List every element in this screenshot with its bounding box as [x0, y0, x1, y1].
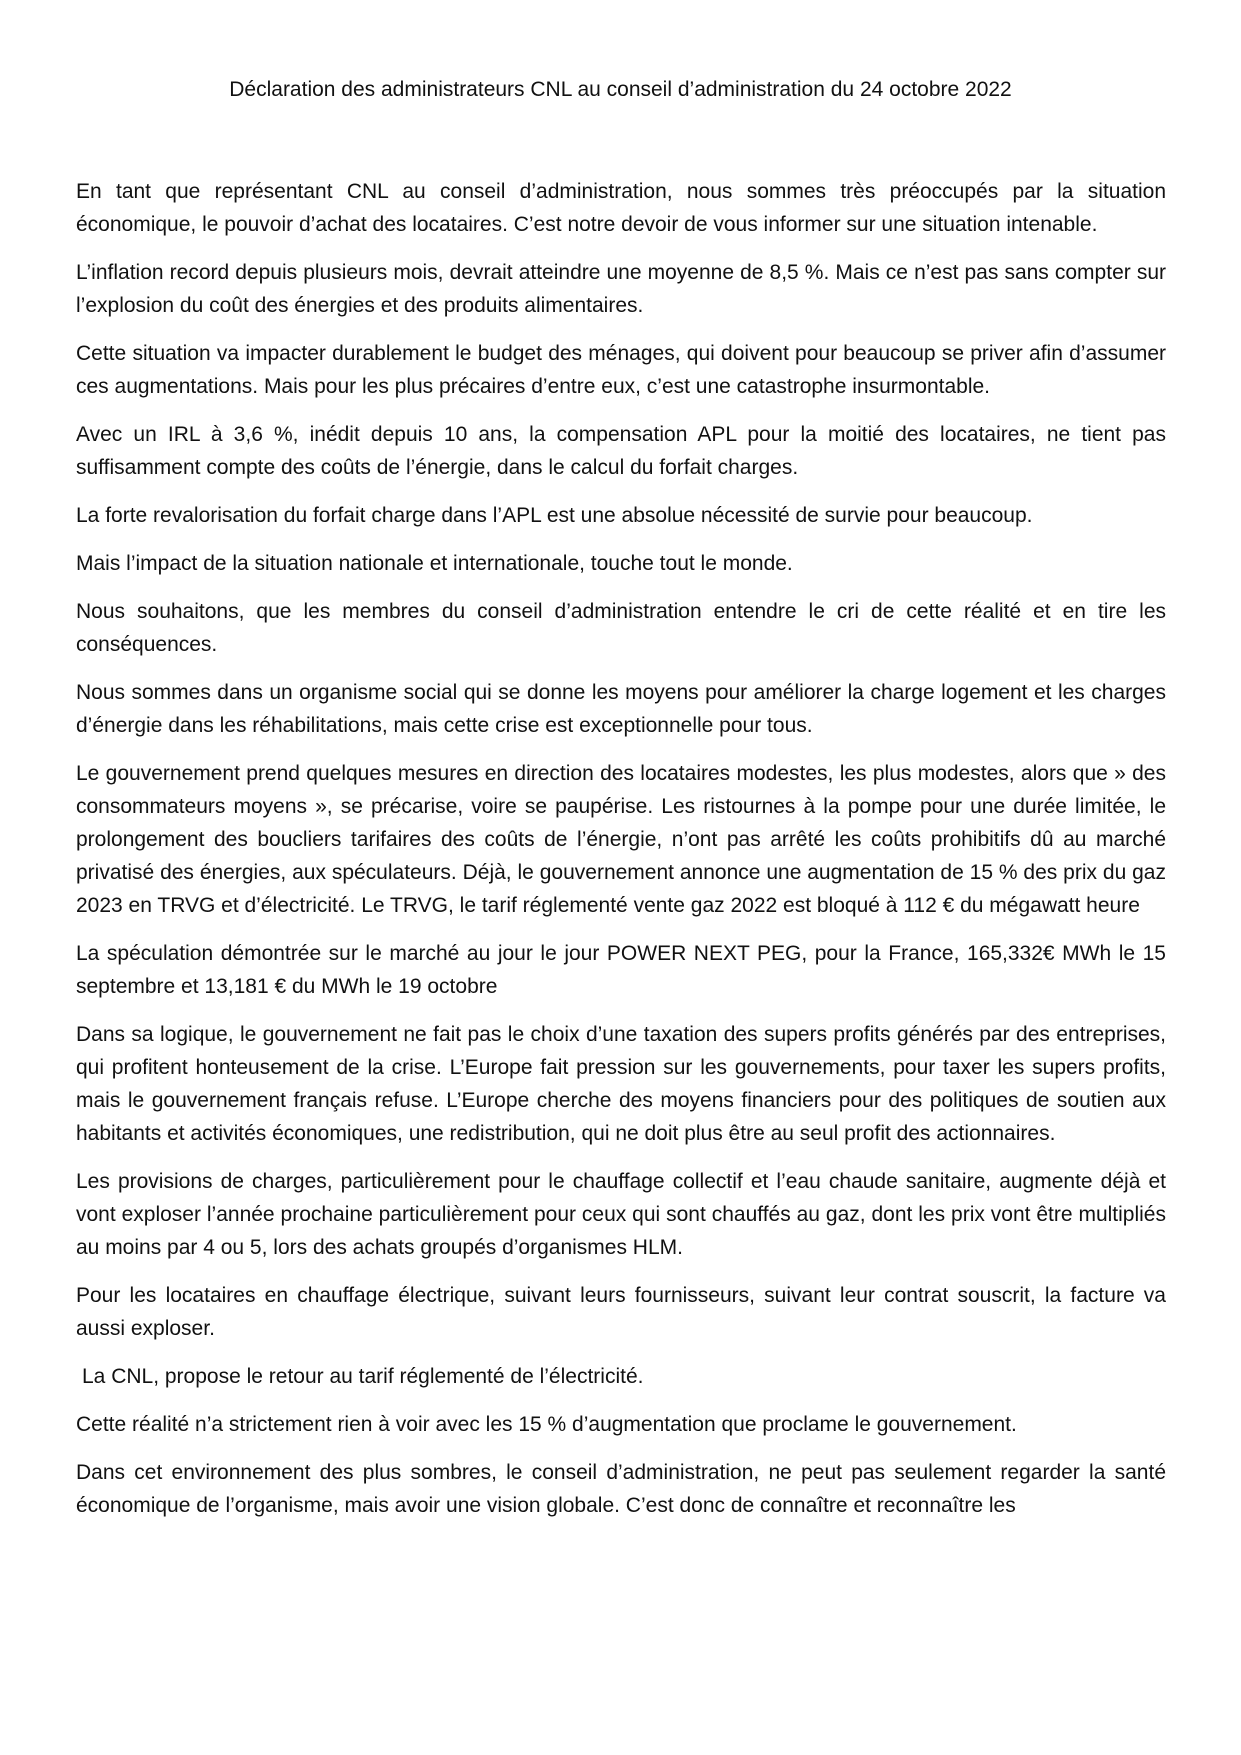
paragraph-7: Nous souhaitons, que les membres du conseil d’administration entendre le cri de cette réalité et en tire les conséquences.: [76, 600, 1166, 656]
paragraph-10: La spéculation démontrée sur le marché au jour le jour POWER NEXT PEG, pour la France, 165,332€ MWh le 15 septembre et 13,181 € du MWh le 19 octobre: [76, 942, 1166, 998]
paragraph-8: Nous sommes dans un organisme social qui se donne les moyens pour améliorer la charge logement et les charges d’énergie dans les réhabilitations, mais cette crise est exceptionnelle pour tous.: [76, 681, 1166, 737]
paragraph-14: La CNL, propose le retour au tarif réglementé de l’électricité.: [82, 1365, 644, 1388]
paragraph-16: Dans cet environnement des plus sombres, le conseil d’administration, ne peut pas seulement regarder la santé économique de l’organisme, mais avoir une vision globale. C’est donc de connaître et reconnaître les: [76, 1461, 1166, 1517]
paragraph-4: Avec un IRL à 3,6 %, inédit depuis 10 ans, la compensation APL pour la moitié des locataires, ne tient pas suffisamment compte des coûts de l’énergie, dans le calcul du forfait charges.: [76, 423, 1166, 479]
paragraph-2: L’inflation record depuis plusieurs mois, devrait atteindre une moyenne de 8,5 %. Mais ce n’est pas sans compter sur l’explosion du coût des énergies et des produits alimentaires.: [76, 261, 1166, 317]
paragraph-6: Mais l’impact de la situation nationale et internationale, touche tout le monde.: [76, 552, 793, 575]
paragraph-3: Cette situation va impacter durablement le budget des ménages, qui doivent pour beaucoup se priver afin d’assumer ces augmentations. Mais pour les plus précaires d’entre eux, c’est une catastrophe insurmontable.: [76, 342, 1166, 398]
paragraph-15: Cette réalité n’a strictement rien à voir avec les 15 % d’augmentation que proclame le gouvernement.: [76, 1413, 1017, 1436]
document-title: Déclaration des administrateurs CNL au conseil d’administration du 24 octobre 2022: [229, 78, 1012, 101]
paragraph-5: La forte revalorisation du forfait charge dans l’APL est une absolue nécessité de survie pour beaucoup.: [76, 504, 1033, 527]
paragraph-12: Les provisions de charges, particulièrement pour le chauffage collectif et l’eau chaude sanitaire, augmente déjà et vont exploser l’année prochaine particulièrement pour ceux qui sont chauffés au gaz, dont les prix vont être multipliés au moins par 4 ou 5, lors des achats groupés d’organismes HLM.: [76, 1170, 1166, 1259]
paragraph-9: Le gouvernement prend quelques mesures en direction des locataires modestes, les plus modestes, alors que » des consommateurs moyens », se précarise, voire se paupérise. Les ristournes à la pompe pour une durée limitée, le prolongement des boucliers tarifaires des coûts de l’énergie, n’ont pas arrêté les coûts prohibitifs dû au marché privatisé des énergies, aux spéculateurs. Déjà, le gouvernement annonce une augmentation de 15 % des prix du gaz 2023 en TRVG et d’électricité. Le TRVG, le tarif réglementé vente gaz 2022 est bloqué à 112 € du mégawatt heure: [76, 762, 1166, 917]
paragraph-13: Pour les locataires en chauffage électrique, suivant leurs fournisseurs, suivant leur contrat souscrit, la facture va aussi exploser.: [76, 1284, 1166, 1340]
document-body: [76, 175, 1166, 1537]
paragraph-1: En tant que représentant CNL au conseil d’administration, nous sommes très préoccupés par la situation économique, le pouvoir d’achat des locataires. C’est notre devoir de vous informer sur une situation intenable.: [76, 180, 1166, 236]
paragraph-11: Dans sa logique, le gouvernement ne fait pas le choix d’une taxation des supers profits générés par des entreprises, qui profitent honteusement de la crise. L’Europe fait pression sur les gouvernements, pour taxer les supers profits, mais le gouvernement français refuse. L’Europe cherche des moyens financiers pour des politiques de soutien aux habitants et activités économiques, une redistribution, qui ne doit plus être au seul profit des actionnaires.: [76, 1023, 1166, 1145]
